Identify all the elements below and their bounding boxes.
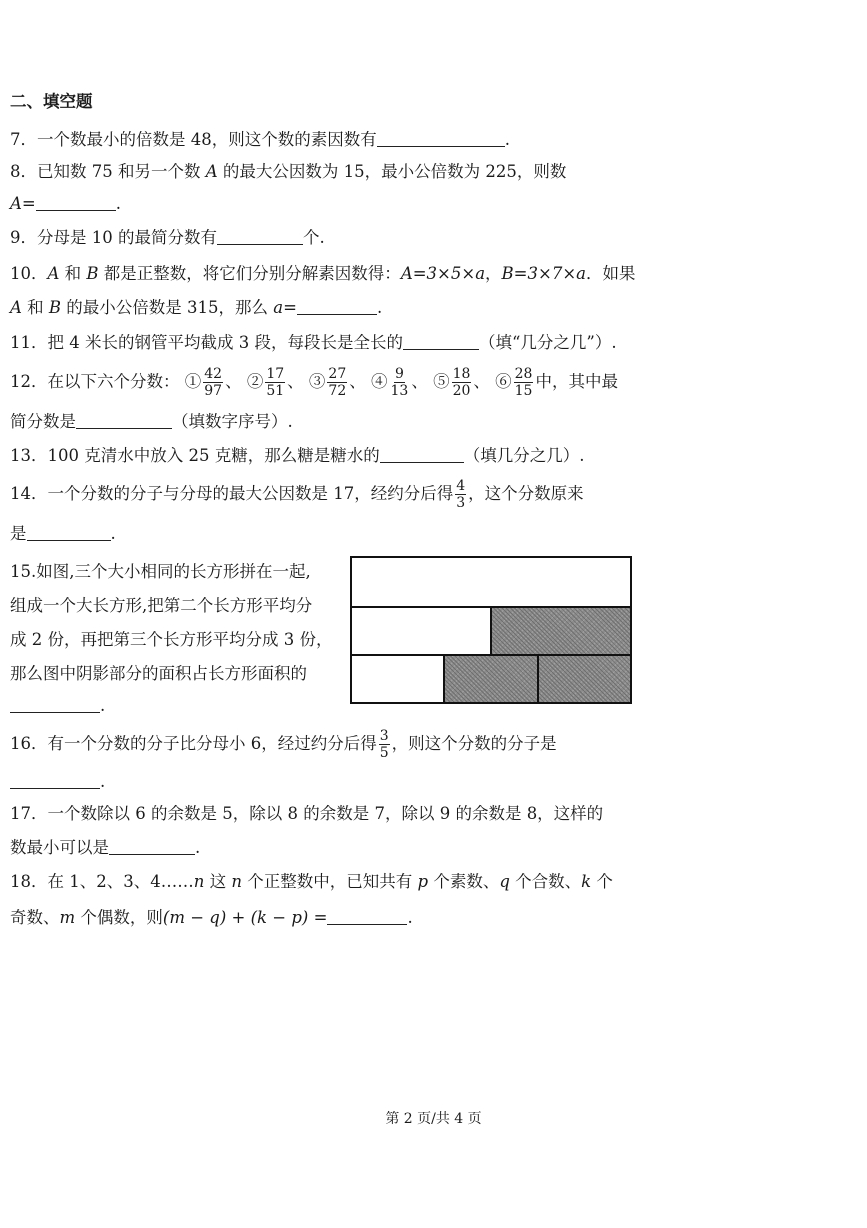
fraction-option-4: ④ $\frac{9}{13}$ (370, 366, 409, 399)
rectangle-3 (352, 656, 630, 702)
question-15-line-2: 组成一个大长方形,把第二个长方形平均分 (10, 596, 313, 615)
answer-blank-9[interactable] (217, 226, 303, 245)
question-18-line-2: 奇数、m 个偶数，则(m − q) + (k − p) = . (10, 908, 413, 927)
fraction-4-3: $\frac{4}{3}$ (456, 478, 466, 511)
question-13: 13．100 克清水中放入 25 克糖，那么糖是糖水的 （填几分之几）. (10, 446, 585, 465)
fraction-option-5: ⑤ $\frac{18}{20}$ (433, 366, 471, 399)
question-8-line-1: 8．已知数 75 和另一个数 A 的最大公因数为 15，最小公倍数为 225，则数 (10, 162, 567, 181)
question-16-line-2: . (10, 770, 105, 794)
question-7: 7．一个数最小的倍数是 48，则这个数的素因数有 . (10, 130, 510, 149)
fraction-option-2: ② $\frac{17}{51}$ (246, 366, 285, 399)
answer-blank-15[interactable] (10, 694, 100, 713)
answer-blank-7[interactable] (377, 128, 505, 147)
question-15-line-1: 15.如图,三个大小相同的长方形拼在一起, (10, 562, 311, 581)
shaded-third-1 (443, 656, 538, 702)
question-10-line-1: 10．A 和 B 都是正整数，将它们分别分解素因数得：A=3×5×a，B=3×7×a．如果 (10, 264, 636, 283)
fraction-3-5: $\frac{3}{5}$ (379, 728, 389, 761)
answer-blank-8[interactable] (36, 192, 116, 211)
rectangle-2 (352, 608, 630, 656)
question-14-line-1: 14．一个分数的分子与分母的最大公因数是 17，经约分后得 $\frac{4}{3}$ ，这个分数原来 (10, 478, 584, 511)
answer-blank-12[interactable] (76, 410, 172, 429)
question-17-line-2: 数最小可以是 . (10, 838, 201, 857)
question-15-line-4: 那么图中阴影部分的面积占长方形面积的 (10, 664, 307, 683)
question-10-line-2: A 和 B 的最小公倍数是 315，那么 a= . (10, 298, 383, 317)
answer-blank-14[interactable] (27, 522, 111, 541)
question-16: 16．有一个分数的分子比分母小 6，经过约分后得 $\frac{3}{5}$ ，则这个分数的分子是 (10, 728, 557, 761)
question-15-line-5: . (10, 694, 105, 718)
section-title: 二、填空题 (10, 92, 93, 111)
rectangle-1 (352, 558, 630, 608)
answer-blank-16[interactable] (10, 770, 100, 789)
question-15-line-3: 成 2 份，再把第三个长方形平均分成 3 份， (10, 630, 333, 649)
shaded-third-2 (537, 656, 630, 702)
question-18-line-1: 18．在 1、2、3、4……n 这 n 个正整数中，已知共有 p 个素数、q 个合数、k 个 (10, 872, 613, 891)
page-number: 第 2 页/共 4 页 (385, 1111, 482, 1127)
question-14-line-2: 是 . (10, 524, 116, 543)
answer-blank-17[interactable] (109, 836, 195, 855)
answer-blank-18[interactable] (327, 906, 407, 925)
question-12-line-1: 12．在以下六个分数： ① $\frac{42}{97}$ 、 ② $\frac{17}{51}$ 、 ③ $\frac{27}{72}$ 、 ④ $\frac{9}{13}$ 、 ⑤ $\frac{18}{20}$ 、 ⑥ $\frac{28}{15}$ 中，其中最 (10, 366, 618, 399)
rectangles-figure (350, 556, 632, 704)
question-11: 11．把 4 米长的钢管平均截成 3 段，每段长是全长的 （填“几分之几”）. (10, 333, 617, 352)
shaded-half (490, 608, 630, 654)
question-9: 9．分母是 10 的最简分数有 个. (10, 228, 325, 247)
answer-blank-11[interactable] (403, 331, 479, 350)
fraction-option-1: ① $\frac{42}{97}$ (184, 366, 223, 399)
question-7-text: 7．一个数最小的倍数是 48，则这个数的素因数有 (10, 130, 377, 149)
fraction-option-3: ③ $\frac{27}{72}$ (308, 366, 347, 399)
answer-blank-13[interactable] (380, 444, 464, 463)
question-12-line-2: 简分数是 （填数字序号）. (10, 412, 293, 431)
question-17-line-1: 17．一个数除以 6 的余数是 5，除以 8 的余数是 7，除以 9 的余数是 8，这样的 (10, 804, 604, 823)
answer-blank-10[interactable] (297, 296, 377, 315)
question-8-line-2: A= . (10, 194, 121, 213)
fraction-option-6: ⑥ $\frac{28}{15}$ (495, 366, 533, 399)
